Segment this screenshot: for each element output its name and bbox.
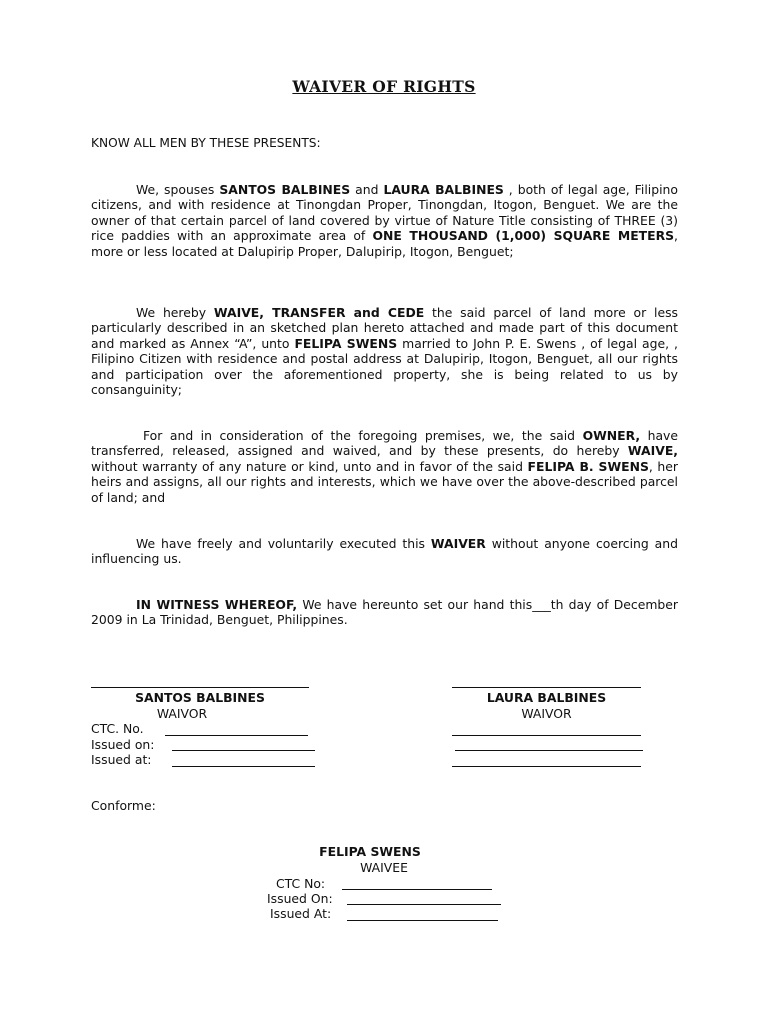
signatory-name-laura: LAURA BALBINES bbox=[486, 690, 607, 705]
signatory-name-santos: SANTOS BALBINES bbox=[135, 690, 265, 705]
owner-name-laura: LAURA BALBINES bbox=[383, 182, 504, 197]
waive-transfer-cede: WAIVE, TRANSFER and CEDE bbox=[213, 305, 425, 320]
ctc-label-left: CTC. No. bbox=[91, 721, 144, 736]
issued-at-label-left: Issued at: bbox=[91, 752, 152, 767]
signatory-role-felipa: WAIVEE bbox=[360, 860, 408, 875]
signatory-role-laura: WAIVOR bbox=[521, 706, 572, 721]
land-area: ONE THOUSAND (1,000) SQUARE METERS bbox=[372, 228, 675, 244]
issued-at-blank-right bbox=[452, 766, 641, 767]
intro-line: KNOW ALL MEN BY THESE PRESENTS: bbox=[91, 136, 321, 150]
issued-at-label-bottom: Issued At: bbox=[270, 906, 332, 921]
owner-term: OWNER, bbox=[582, 428, 641, 443]
document-title: WAIVER OF RIGHTS bbox=[292, 77, 476, 96]
ctc-blank-left bbox=[165, 735, 308, 736]
paragraph-waiver: We hereby WAIVE, TRANSFER and CEDE the said parcel of land more or less particularly described in an sketched plan hereto attached and made part of this document and marked as Annex “A”, unto FELIPA SWENS married to John P. E. Swens , of legal age, , Filipino Citizen with residence and postal address at Dalupirip, Itogon, Benguet, all our rights and participation over the aforementioned property, she is being related to us by consanguinity; bbox=[91, 305, 678, 398]
signatory-name-felipa: FELIPA SWENS bbox=[319, 844, 421, 859]
waiver-term: WAIVER bbox=[430, 536, 486, 551]
issued-at-blank-left bbox=[172, 766, 315, 767]
issued-on-label-bottom: Issued On: bbox=[267, 891, 333, 906]
waivee-full-name: FELIPA B. SWENS bbox=[527, 458, 649, 474]
issued-on-blank-left bbox=[172, 750, 315, 751]
paragraph-witness: IN WITNESS WHEREOF, We have hereunto set our hand this___th day of December 2009 in La Trinidad, Benguet, Philippines. bbox=[91, 597, 678, 628]
issued-on-label-left: Issued on: bbox=[91, 737, 155, 752]
issued-on-blank-right bbox=[455, 750, 643, 751]
signature-line-santos bbox=[91, 687, 309, 688]
paragraph-consideration: For and in consideration of the foregoing premises, we, the said OWNER, have transferred, released, assigned and waived, and by these presents, do hereby WAIVE, without warranty of any nature or kind, unto and in favor of the said FELIPA B. SWENS, her heirs and assigns, all our rights and interests, which we have over the above-described parcel of land; and bbox=[91, 428, 678, 505]
issued-at-blank-bottom bbox=[347, 920, 498, 921]
conforme-label: Conforme: bbox=[91, 798, 156, 813]
ctc-label-bottom: CTC No: bbox=[276, 876, 326, 891]
issued-on-blank-bottom bbox=[347, 904, 501, 905]
ctc-blank-bottom bbox=[342, 889, 492, 890]
paragraph-voluntary: We have freely and voluntarily executed this WAIVER without anyone coercing and influencing us. bbox=[91, 536, 678, 567]
waivee-name: FELIPA SWENS bbox=[294, 335, 398, 351]
in-witness-whereof: IN WITNESS WHEREOF, bbox=[136, 597, 298, 612]
signatory-role-santos: WAIVOR bbox=[156, 706, 208, 721]
waive-term: WAIVE, bbox=[627, 443, 678, 459]
paragraph-ownership: We, spouses SANTOS BALBINES and LAURA BALBINES , both of legal age, Filipino citizens, and with residence at Tinongdan Proper, Tinongdan, Itogon, Benguet. We are the owner of that certain parcel of land covered by virtue of Nature Title consisting of THREE (3) rice paddies with an approximate area of ONE THOUSAND (1,000) SQUARE METERS, more or less located at Dalupirip Proper, Dalupirip, Itogon, Benguet; bbox=[91, 182, 678, 259]
signature-line-laura bbox=[452, 687, 641, 688]
owner-name-santos: SANTOS BALBINES bbox=[219, 182, 351, 197]
ctc-blank-right bbox=[452, 735, 641, 736]
